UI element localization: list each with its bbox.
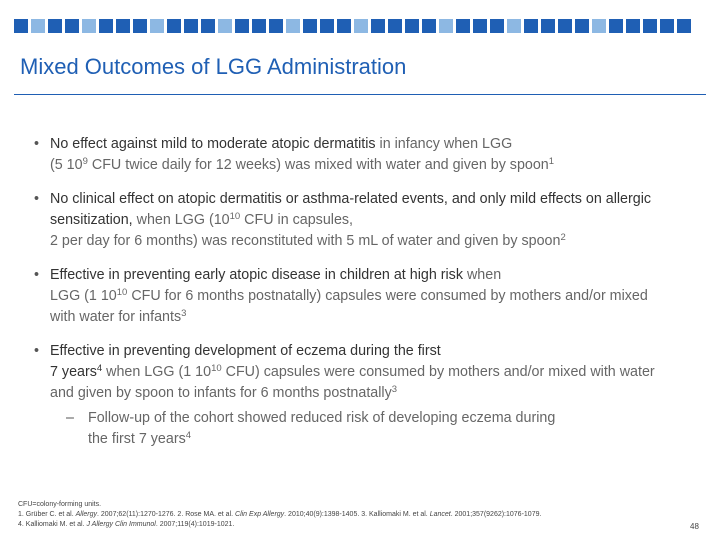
header-square xyxy=(116,19,130,33)
header-square xyxy=(592,19,606,33)
header-square xyxy=(660,19,674,33)
header-square xyxy=(337,19,351,33)
header-square xyxy=(201,19,215,33)
header-square xyxy=(269,19,283,33)
header-square xyxy=(405,19,419,33)
header-square xyxy=(422,19,436,33)
header-square xyxy=(99,19,113,33)
header-square xyxy=(541,19,555,33)
header-square xyxy=(303,19,317,33)
bullet-item-1: • No effect against mild to moderate atopic dermatitis in infancy when LGG (5 $10^9$ CFU twice daily for 12 weeks) was mixed with water and given by spoon$^1$ xyxy=(34,136,555,173)
bullet-list xyxy=(34,134,674,463)
header-square xyxy=(643,19,657,33)
header-square xyxy=(626,19,640,33)
bullet-item-2: • No clinical effect on atopic dermatitis or asthma-related events, and only mild effects on allergic sensitization, when LGG ($10^{10}$ CFU in capsules, 2 per day for 6 months) was reconstituted with 5 mL of water and given by spoon$^2$ xyxy=(34,191,652,249)
header-square xyxy=(354,19,368,33)
header-square xyxy=(507,19,521,33)
header-square xyxy=(14,19,28,33)
header-square xyxy=(609,19,623,33)
header-square xyxy=(371,19,385,33)
header-square xyxy=(456,19,470,33)
header-square-strip xyxy=(14,19,691,33)
bullet-dot-icon: • xyxy=(34,267,40,283)
header-square xyxy=(218,19,232,33)
header-square xyxy=(575,19,589,33)
slide-title: Mixed Outcomes of LGG Administration xyxy=(20,54,407,79)
header-square xyxy=(473,19,487,33)
header-square xyxy=(82,19,96,33)
header-square xyxy=(167,19,181,33)
header-square xyxy=(150,19,164,33)
header-square xyxy=(48,19,62,33)
header-square xyxy=(320,19,334,33)
header-square xyxy=(235,19,249,33)
header-square xyxy=(677,19,691,33)
sub-bullet-dash-icon: – xyxy=(66,410,74,426)
reference-line-2: 4. Kalliomaki M. et al. J Allergy Clin Immunol. 2007;119(4):1019-1021. xyxy=(18,521,235,528)
header-square xyxy=(184,19,198,33)
reference-line-1: 1. Grüber C. et al. Allergy. 2007;62(11):1270-1276. 2. Rose MA. et al. Clin Exp Allergy. 2010;40(9):1398-1405. 3. Kalliomaki M. et al. Lancet. 2001;357(9262):1076-1079. xyxy=(18,511,542,518)
header-square xyxy=(252,19,266,33)
bullet-dot-icon: • xyxy=(34,136,40,152)
bullet-dot-icon: • xyxy=(34,343,40,359)
header-square xyxy=(133,19,147,33)
header-square xyxy=(439,19,453,33)
references-footer xyxy=(18,500,678,530)
header-square xyxy=(286,19,300,33)
page-number: 48 xyxy=(690,522,699,531)
header-square xyxy=(558,19,572,33)
footnote-abbreviation: CFU=colony-forming units. xyxy=(18,501,102,508)
bullet-item-4: • Effective in preventing development of eczema during the first 7 years$^4$ when LGG (1 $10^{10}$ CFU) capsules were consumed by mothers and/or mixed with water and given by spoon to infants for 6 months postnatally$^3$ – Follow-up of the cohort showed reduced risk of developing eczema during the first 7 years$^4$ xyxy=(34,341,674,450)
header-square xyxy=(65,19,79,33)
header-square xyxy=(524,19,538,33)
bullet-item-3: • Effective in preventing early atopic disease in children at high risk when LGG (1 $10^{10}$ CFU for 6 months postnatally) capsules were consumed by mothers and/or mixed with water for infants$^3$ xyxy=(34,267,648,325)
sub-bullet-item: – Follow-up of the cohort showed reduced risk of developing eczema during the first 7 years$^4$ xyxy=(66,410,556,447)
header-square xyxy=(490,19,504,33)
title-divider xyxy=(14,94,706,95)
header-square xyxy=(31,19,45,33)
header-square xyxy=(388,19,402,33)
bullet-dot-icon: • xyxy=(34,191,40,207)
